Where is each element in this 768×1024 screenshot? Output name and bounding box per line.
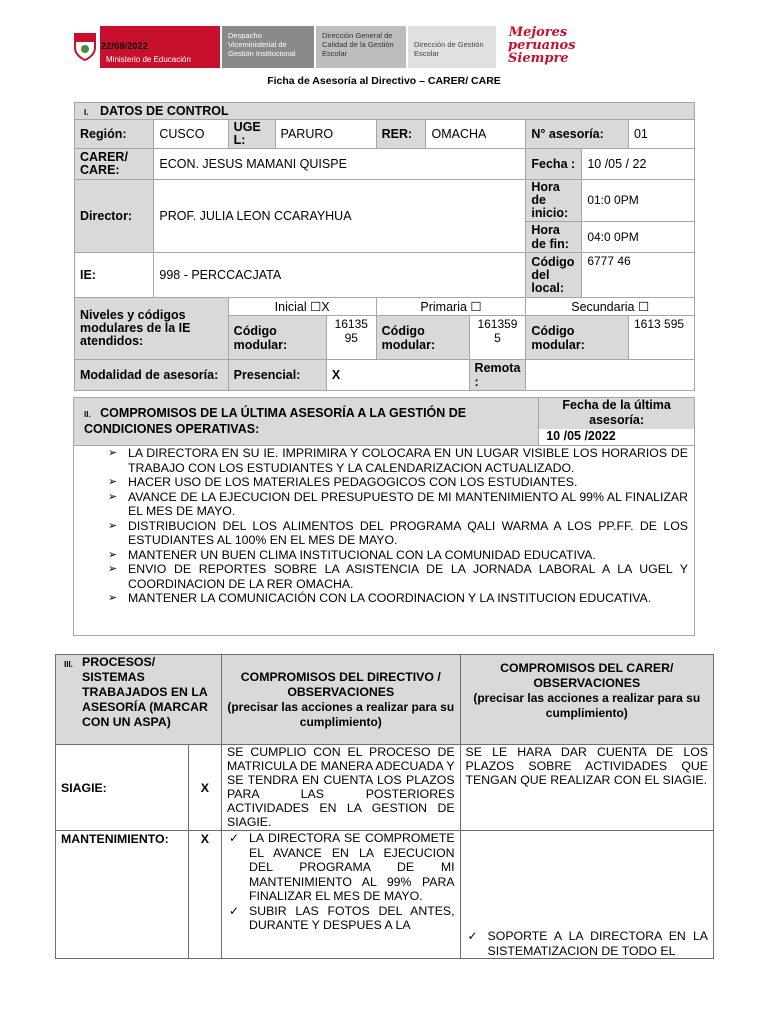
section-3-header — [56, 655, 222, 745]
codigo-modular-inicial-value: 16135 95 — [326, 316, 376, 360]
carer-label: CARER/ CARE: — [75, 149, 154, 180]
remota-label: Remota : — [469, 360, 526, 391]
dept-box-2: Dirección General de Calidad de la Gestión Escolar — [316, 26, 406, 68]
ugel-value: PARURO — [275, 120, 376, 149]
region-label: Región: — [75, 120, 154, 149]
hora-inicio-label: Hora de inicio: — [526, 180, 582, 222]
rer-value: OMACHA — [426, 120, 526, 149]
control-data-table — [74, 102, 695, 391]
ministry-box — [100, 26, 220, 68]
codigo-modular-secundaria-value: 1613 595 — [628, 316, 694, 360]
check-item-text: SOPORTE A LA DIRECTORA EN LA SISTEMATIZACION DE TODO EL — [487, 929, 708, 958]
check-item-text: LA DIRECTORA SE COMPROMETE EL AVANCE EN LA EJECUCION DEL PROGRAMA DE MI MANTENIMIENTO AL 99% PARA FINALIZAR EL MES DE MAYO. — [249, 831, 455, 903]
section-3-col3-title: COMPROMISOS DEL CARER/ OBSERVACIONES — [500, 661, 674, 690]
section-1-header — [75, 103, 695, 120]
dept-box-1: Despacho Viceministerial de Gestión Institucional — [222, 26, 314, 68]
asesoria-number-value: 01 — [628, 120, 694, 149]
compromisos-ultima-asesoria-table — [73, 397, 695, 636]
process-siagie-mark: X — [188, 745, 221, 831]
asesoria-number-label: N° asesoría: — [526, 120, 629, 149]
slogan-line-1: Mejores — [508, 25, 568, 40]
section-3-col2-subtitle: (precisar las acciones a realizar para su cumplimiento) — [227, 699, 455, 729]
niveles-label: Niveles y códigos modulares de la IE atendidos: — [75, 298, 229, 360]
section-1-num: I. — [84, 108, 89, 117]
section-2-title: COMPROMISOS DE LA ÚLTIMA ASESORÍA A LA GESTIÓN DE CONDICIONES OPERATIVAS: — [84, 406, 467, 436]
nivel-primaria: Primaria ☐ — [376, 298, 526, 316]
hora-fin-label: Hora de fin: — [526, 222, 582, 253]
director-label: Director: — [75, 180, 154, 253]
codigo-modular-primaria-label: Código modular: — [376, 316, 469, 360]
check-item — [227, 831, 455, 904]
compromiso-text: MANTENER UN BUEN CLIMA INSTITUCIONAL CON LA COMUNIDAD EDUCATIVA. — [128, 547, 596, 562]
process-siagie-label: SIAGIE: — [56, 745, 189, 831]
fecha-ultima-asesoria-label: Fecha de la última asesoría: — [538, 397, 695, 429]
fecha-ultima-asesoria-cell — [539, 398, 695, 446]
section-3-col2-title: COMPROMISOS DEL DIRECTIVO / OBSERVACIONES — [240, 669, 441, 699]
ministry-name: Ministerio de Educación — [106, 55, 191, 64]
document-title: Ficha de Asesoría al Directivo – CARER/ CARE — [267, 75, 501, 87]
ie-value: 998 - PERCCACJATA — [154, 253, 526, 298]
hora-inicio-value: 01:0 0PM — [582, 180, 695, 222]
compromisos-list — [80, 446, 688, 606]
compromiso-item — [80, 591, 688, 606]
date-overlay: 22/08/2022 — [101, 41, 149, 51]
nivel-inicial: Inicial ☐X — [228, 298, 376, 316]
section-1-title: DATOS DE CONTROL — [99, 104, 229, 118]
presencial-value: X — [326, 360, 469, 391]
carer-value: ECON. JESUS MAMANI QUISPE — [154, 149, 526, 180]
mantenimiento-directivo-cell — [222, 831, 461, 959]
rer-label: RER: — [376, 120, 426, 149]
header-banner — [70, 26, 496, 68]
compromisos-list-cell — [74, 446, 695, 636]
slogan-line-2: peruanos — [508, 38, 576, 53]
check-item — [227, 904, 455, 933]
compromiso-item — [80, 490, 688, 519]
compromiso-item — [80, 519, 688, 548]
ugel-label: UGE L: — [228, 120, 275, 149]
fecha-value: 10 /05 / 22 — [582, 149, 695, 180]
section-2-num: II. — [84, 410, 91, 419]
section-3-col1-title: PROCESOS/ SISTEMAS TRABAJADOS EN LA ASESORÍA (MARCAR CON UN ASPA) — [82, 655, 208, 729]
presencial-label: Presencial: — [228, 360, 326, 391]
compromiso-text: HACER USO DE LOS MATERIALES PEDAGOGICOS CON LOS ESTUDIANTES. — [128, 475, 578, 489]
mantenimiento-carer-cell — [460, 831, 713, 959]
checkmark-icon: ✓ — [229, 903, 240, 918]
checkmark-icon: ✓ — [467, 929, 478, 943]
compromiso-item — [80, 562, 688, 591]
slogan-line-3: Siempre — [508, 51, 569, 66]
section-3-num: III. — [64, 660, 73, 669]
codigo-modular-primaria-value: 161359 5 — [469, 316, 526, 360]
process-mantenimiento-label: MANTENIMIENTO: — [56, 831, 189, 959]
compromiso-text: ENVIO DE REPORTES SOBRE LA ASISTENCIA DE LA JORNADA LABORAL A LA UGEL Y COORDINACION DE LA RER OMACHA. — [128, 562, 688, 591]
director-value: PROF. JULIA LEON CCARAYHUA — [154, 180, 526, 253]
arrow-bullet-icon: ➢ — [108, 447, 118, 459]
compromiso-item — [80, 475, 688, 490]
section-3-col2-header — [222, 655, 461, 745]
peru-coat-of-arms-logo — [70, 26, 100, 68]
mantenimiento-carer-list — [466, 929, 708, 958]
codigo-local-label: Código del local: — [526, 253, 582, 298]
arrow-bullet-icon: ➢ — [108, 476, 118, 488]
section-2-header — [74, 398, 539, 446]
hora-fin-value: 04:0 0PM — [582, 222, 695, 253]
section-3-col3-subtitle: (precisar las acciones a realizar para su cumplimiento) — [473, 691, 701, 720]
compromiso-item — [80, 548, 688, 563]
arrow-bullet-icon: ➢ — [108, 519, 118, 532]
arrow-bullet-icon: ➢ — [108, 563, 118, 575]
compromiso-text: MANTENER LA COMUNICACIÓN CON LA COORDINACION Y LA INSTITUCION EDUCATIVA. — [128, 591, 652, 605]
remota-value — [526, 360, 695, 391]
compromiso-text: DISTRIBUCION DEL LOS ALIMENTOS DEL PROGRAMA QALI WARMA A LOS PP.FF. DE LOS ESTUDIANTES AL 100% EN EL MES DE MAYO. — [128, 518, 688, 547]
arrow-bullet-icon: ➢ — [108, 548, 118, 561]
checkmark-icon: ✓ — [229, 831, 240, 845]
check-item-text: SUBIR LAS FOTOS DEL ANTES, DURANTE Y DESPUES A LA — [249, 903, 455, 932]
compromiso-text: LA DIRECTORA EN SU IE. IMPRIMIRA Y COLOCARA EN UN LUGAR VISIBLE LOS HORARIOS DE TRABAJO CON LOS ESTUDIANTES Y LA CALENDARIZACION ACTUALIZADO. — [128, 446, 688, 475]
ie-label: IE: — [75, 253, 154, 298]
codigo-local-value: 6777 46 — [582, 253, 695, 298]
arrow-bullet-icon: ➢ — [108, 490, 118, 503]
procesos-sistemas-table — [55, 654, 714, 959]
siagie-carer-text: SE LE HARA DAR CUENTA DE LOS PLAZOS SOBRE ACTIVIDADES QUE TENGAN QUE REALIZAR CON EL SIAGIE. — [460, 745, 713, 831]
check-item — [466, 929, 708, 958]
slogan-logo — [508, 25, 576, 66]
compromiso-text: AVANCE DE LA EJECUCION DEL PRESUPUESTO DE MI MANTENIMIENTO AL 99% AL FINALIZAR EL MES DE MAYO. — [128, 489, 688, 518]
process-mantenimiento-mark: X — [188, 831, 221, 959]
region-value: CUSCO — [154, 120, 228, 149]
codigo-modular-secundaria-label: Código modular: — [526, 316, 629, 360]
fecha-label: Fecha : — [526, 149, 582, 180]
compromiso-item — [80, 446, 688, 475]
fecha-ultima-asesoria-value: 10 /05 /2022 — [546, 429, 616, 443]
codigo-modular-inicial-label: Código modular: — [228, 316, 326, 360]
dept-box-3: Dirección de Gestión Escolar — [408, 26, 496, 68]
modalidad-label: Modalidad de asesoría: — [75, 360, 229, 391]
arrow-bullet-icon: ➢ — [108, 592, 118, 604]
section-3-col3-header — [460, 655, 713, 745]
nivel-secundaria: Secundaria ☐ — [526, 298, 695, 316]
siagie-directivo-text: SE CUMPLIO CON EL PROCESO DE MATRICULA DE MANERA ADECUADA Y SE TENDRA EN CUENTA LOS PLAZOS PARA LAS POSTERIORES ACTIVIDADES EN LA GESTION DE SIAGIE. — [222, 745, 461, 831]
mantenimiento-directivo-list — [227, 831, 455, 933]
